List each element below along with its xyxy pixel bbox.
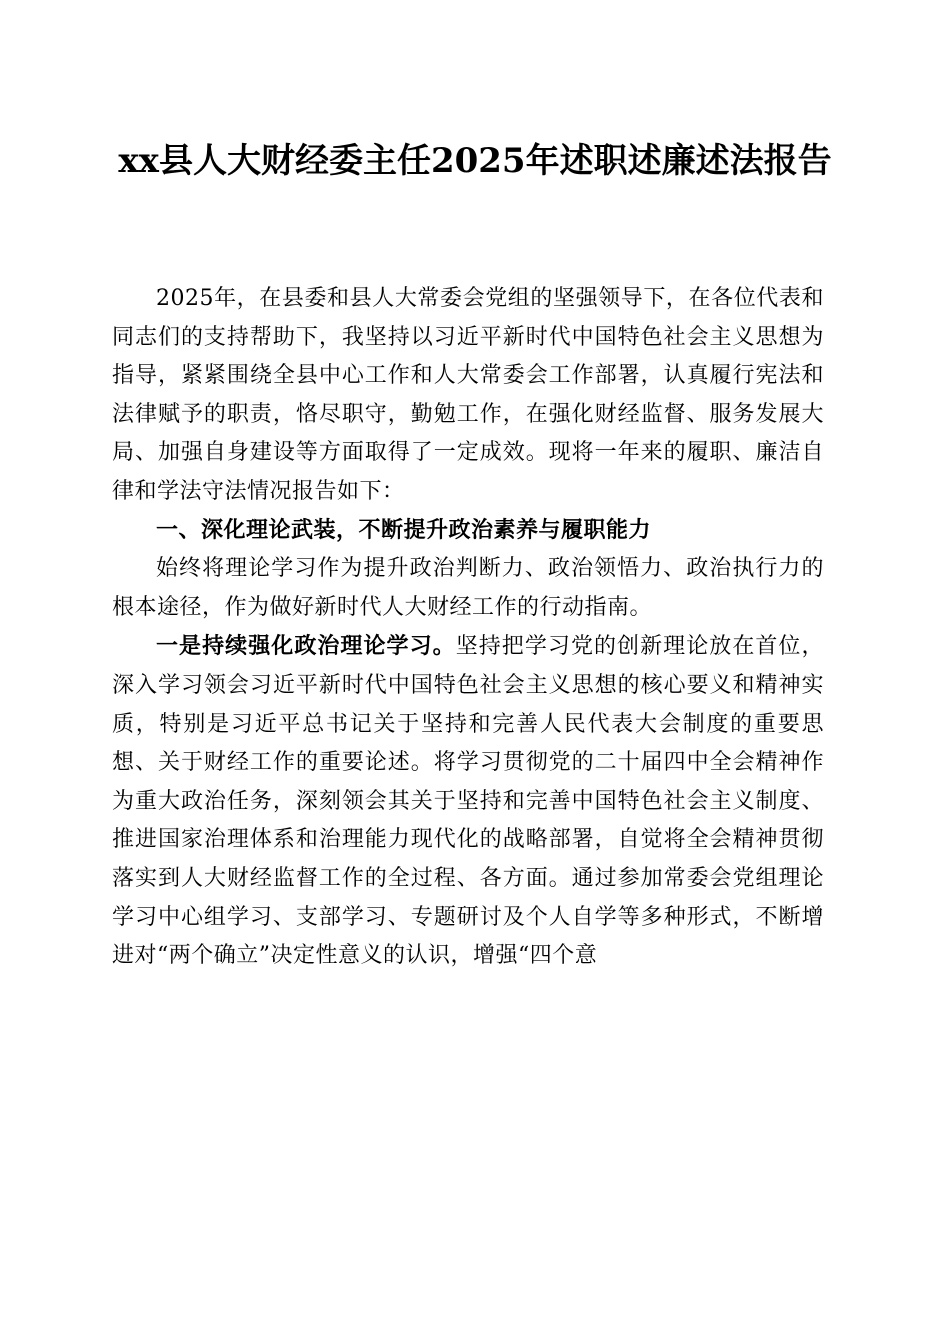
point-1-paragraph <box>112 627 824 975</box>
point-1-text: 坚持把学习党的创新理论放在首位，深入学习领会习近平新时代中国特色社会主义思想的核心要义和精神实质，特别是习近平总书记关于坚持和完善人民代表大会制度的重要思想、关于财经工作的重要论述。将学习贯彻党的二十届四中全会精神作为重大政治任务，深刻领会其关于坚持和完善中国特色社会主义制度、推进国家治理体系和治理能力现代化的战略部署，自觉将全会精神贯彻落实到人大财经监督工作的全过程、各方面。通过参加常委会党组理论学习中心组学习、支部学习、专题研讨及个人自学等多种形式，不断增进对“两个确立”决定性意义的认识，增强“四个意 <box>112 634 824 969</box>
intro-paragraph: 2025年，在县委和县人大常委会党组的坚强领导下，在各位代表和同志们的支持帮助下，我坚持以习近平新时代中国特色社会主义思想为指导，紧紧围绕全县中心工作和人大常委会工作部署，认真履行宪法和法律赋予的职责，恪尽职守，勤勉工作，在强化财经监督、服务发展大局、加强自身建设等方面取得了一定成效。现将一年来的履职、廉洁自律和学法守法情况报告如下： <box>112 286 824 504</box>
point-1-lead: 一是持续强化政治理论学习。 <box>156 633 456 660</box>
section-1-paragraph: 始终将理论学习作为提升政治判断力、政治领悟力、政治执行力的根本途径，作为做好新时代人大财经工作的行动指南。 <box>112 556 824 620</box>
section-heading-1: 一、深化理论武装，不断提升政治素养与履职能力 <box>156 517 652 543</box>
document-body <box>112 280 824 976</box>
document-title: xx县人大财经委主任2025年述职述廉述法报告 <box>118 141 832 181</box>
